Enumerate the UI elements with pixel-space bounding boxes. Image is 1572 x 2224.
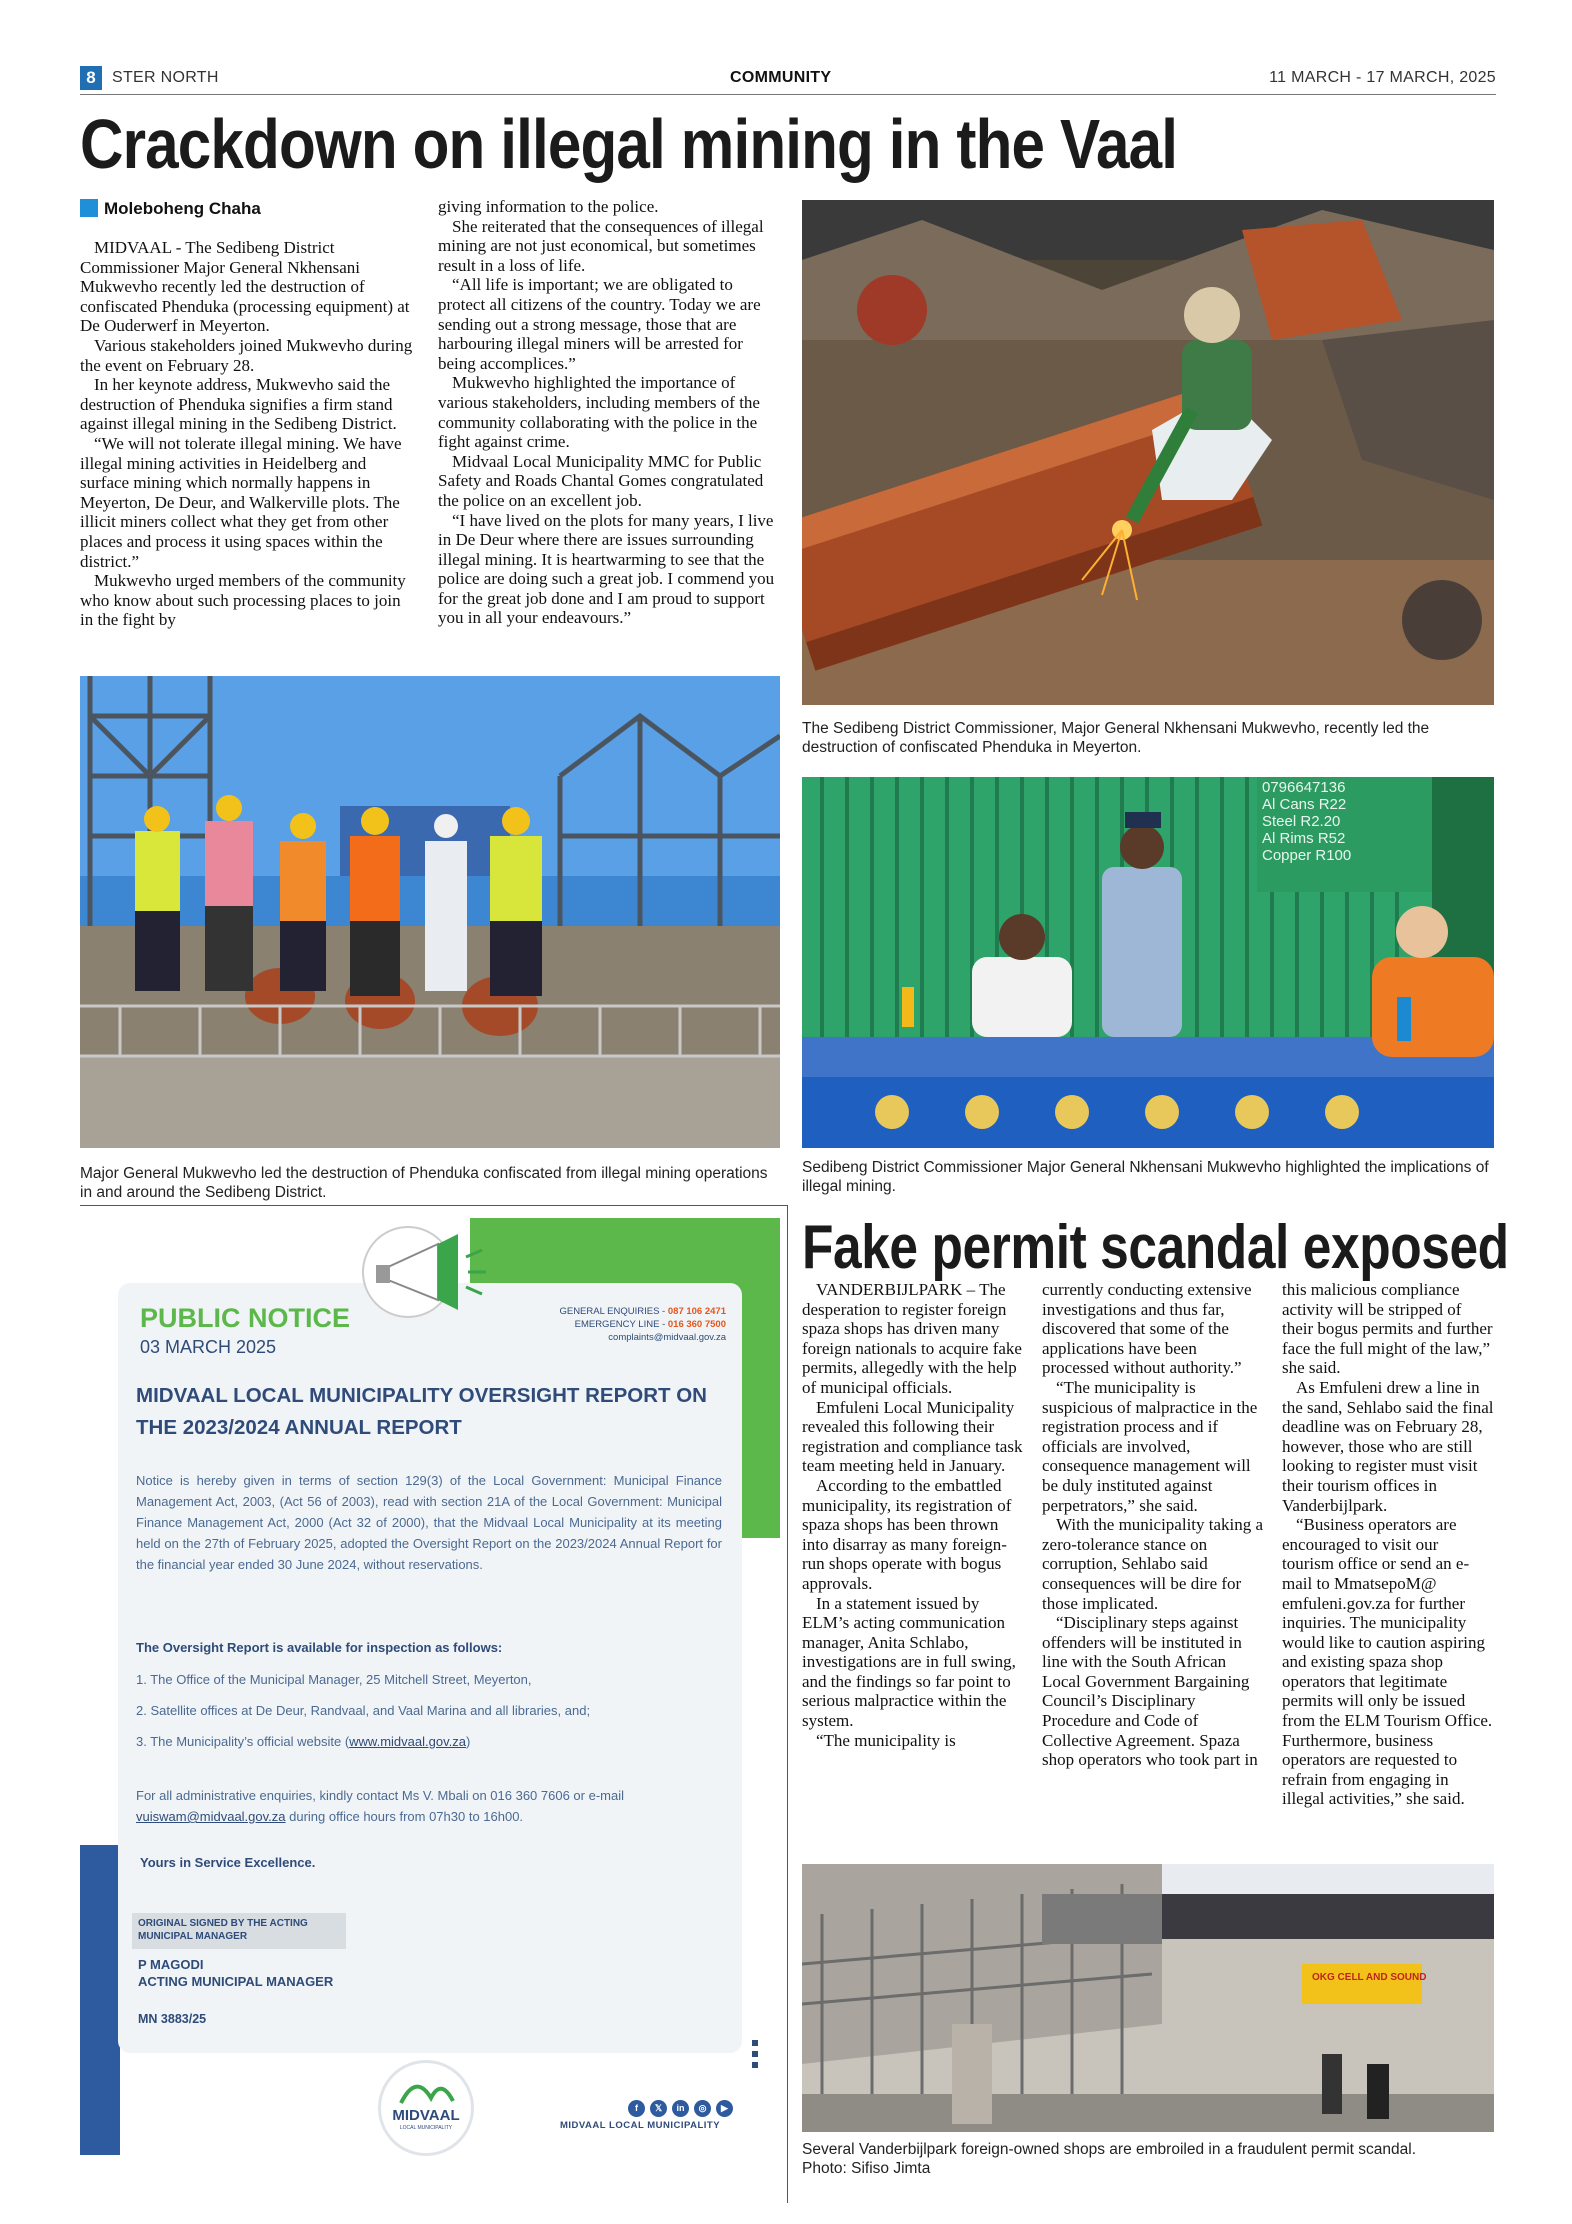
photo-commissioner-speech — [802, 777, 1494, 1148]
chalkboard-line: Al Cans R22 — [1262, 796, 1347, 813]
caption-top-right: The Sedibeng District Commissioner, Major General Nkhensani Mukwevho, recently led the destruction of confiscated Phenduka in Meyerton. — [802, 720, 1430, 756]
contact-email-link[interactable]: vuiswam@midvaal.gov.za — [136, 1809, 286, 1824]
caption-mid-right: Sedibeng District Commissioner Major General Nkhensani Mukwevho highlighted the implications of illegal mining. — [802, 1159, 1489, 1195]
chalkboard-line: Al Rims R52 — [1262, 830, 1346, 847]
photo-group-stakeholders — [80, 676, 780, 1148]
section-name: COMMUNITY — [730, 69, 832, 86]
caption-bottom-right — [802, 2140, 1494, 2178]
signer — [138, 1956, 333, 1990]
paragraph: MIDVAAL - The Sedibeng District Commissioner Major General Nkhensani Mukwevho recently led the destruction of confiscated Phenduka (processing equipment) at De Ouderwerf in Meyerton. — [80, 238, 410, 336]
enquiries-line: GENERAL ENQUIRIES - 087 106 2471 — [559, 1306, 726, 1317]
photo-vanderbijlpark-shops — [802, 1864, 1494, 2132]
paragraph: “The municipality is suspicious of malpractice in the registration process and if officials are involved, consequence management will be duly instituted against perpetrators,” she said. — [1042, 1377, 1258, 1515]
paragraph: As Emfuleni drew a line in the sand, Sehlabo said the final deadline was on February 28, however, those who are still looking to register must visit their tourism offices in Vanderbijlpark. — [1282, 1377, 1494, 1515]
paragraph: “Business operators are encouraged to visit our tourism office or send an e-mail to MmatsepoM@ emfuleni.gov.za for further inquiries. The municipality would like to caution aspiring and existing spaza shop operators that legitimate permits will only be issued from the ELM Tourism Office. Furthermore, business operators are requested to refrain from engaging in illegal activities,” she said. — [1282, 1515, 1493, 1809]
facebook-icon[interactable]: f — [628, 2100, 645, 2117]
chalkboard-line: 0796647136 — [1262, 779, 1346, 796]
header-rule — [80, 94, 1496, 95]
paragraph: In her keynote address, Mukwevho said the destruction of Phenduka signifies a firm stand against illegal mining in the Sedibeng District. — [80, 375, 397, 434]
notice-list-title: The Oversight Report is available for inspection as follows: — [136, 1640, 503, 1655]
caption-text: Several Vanderbijlpark foreign-owned shops are embroiled in a fraudulent permit scandal. — [802, 2141, 1417, 2158]
paragraph: According to the embattled municipality, its registration of spaza shops has been thrown into disarray as many foreign-run shops operate with bogus approvals. — [802, 1475, 1012, 1593]
paragraph: She reiterated that the consequences of illegal mining are not just economical, but sometimes result in a loss of life. — [438, 216, 764, 275]
notice-contact: For all administrative enquiries, kindly contact Ms V. Mbali on 016 360 7606 or e-mail vuiswam@midvaal.gov.za during office hours from 07h30 to 16h00. — [136, 1788, 624, 1824]
list-item: 3. The Municipality’s official website (www.midvaal.gov.za) — [136, 1734, 471, 1749]
byline-marker — [80, 199, 98, 217]
article1-col1 — [80, 238, 415, 630]
notice-title: PUBLIC NOTICE — [140, 1303, 351, 1333]
paragraph: “We will not tolerate illegal mining. We have illegal mining activities in Heidelberg and surface mining which normally happens in Meyerton, De Deur, and Walkerville plots. The illicit miners collect what they get from other places and process it using spaces within the district.” — [80, 433, 402, 571]
notice-date: 03 MARCH 2025 — [140, 1337, 277, 1357]
photo-cutting-phenduka — [802, 200, 1494, 705]
paragraph: “All life is important; we are obligated to protect all citizens of the country. Today we are sending out a strong message, those that are harbouring illegal miners will be arrested for being accomplices.” — [438, 275, 761, 373]
municipality-name: MIDVAAL LOCAL MUNICIPALITY — [560, 2120, 721, 2131]
article2-col2 — [1042, 1280, 1266, 1770]
byline — [80, 199, 261, 219]
megaphone-icon — [358, 1222, 488, 1322]
website-link[interactable]: www.midvaal.gov.za — [349, 1734, 466, 1749]
notice-contacts — [506, 1305, 726, 1344]
dots-icon — [752, 2040, 758, 2070]
signer-title: ACTING MUNICIPAL MANAGER — [138, 1974, 334, 1989]
paragraph: Midvaal Local Municipality MMC for Public Safety and Roads Chantal Gomes congratulated the police on an excellent job. — [438, 451, 764, 510]
x-icon[interactable]: 𝕏 — [650, 2100, 667, 2117]
paragraph: “I have lived on the plots for many years, I live in De Deur where there are issues surrounding illegal mining. It is heartwarming to see that the police are doing such a great job. I commend you for the great job done and I am proud to support you in all your endeavours.” — [438, 510, 775, 628]
photo-credit: Photo: Sifiso Jimta — [802, 2160, 931, 2177]
logo-text: MIDVAAL — [392, 2107, 460, 2124]
headline-permit: Fake permit scandal exposed — [802, 1213, 1509, 1282]
signer-name: P MAGODI — [138, 1957, 204, 1972]
emergency-line: EMERGENCY LINE - 016 360 7500 — [574, 1319, 726, 1330]
notice-navy-block — [80, 1845, 120, 2155]
chalkboard-line: Steel R2.20 — [1262, 813, 1341, 830]
paragraph: giving information to the police. — [438, 197, 659, 216]
paragraph: this malicious compliance activity will be stripped of their bogus permits and further face the full might of the law,” she said. — [1282, 1280, 1493, 1378]
instagram-icon[interactable]: ◎ — [694, 2100, 711, 2117]
shop-sign: OKG CELL AND SOUND — [1312, 1972, 1427, 1983]
complaints-email[interactable]: complaints@midvaal.gov.za — [608, 1332, 726, 1343]
paragraph: Emfuleni Local Municipality revealed this following their registration and compliance task team meeting held in January. — [802, 1397, 1023, 1476]
section-divider-vertical — [787, 1205, 788, 2203]
article2-col3 — [1282, 1280, 1494, 1809]
article2-col1 — [802, 1280, 1026, 1750]
paragraph: In a statement issued by ELM’s acting communication manager, Anita Schlabo, investigations are in full swing, and the findings so far point to serious malpractice within the system. — [802, 1593, 1016, 1731]
paragraph: Mukwevho highlighted the importance of various stakeholders, including members of the community collaborating with the police in the fight against crime. — [438, 373, 760, 452]
signed-label: ORIGINAL SIGNED BY THE ACTING MUNICIPAL MANAGER — [132, 1913, 346, 1949]
midvaal-logo — [378, 2060, 474, 2156]
notice-heading: MIDVAAL LOCAL MUNICIPALITY OVERSIGHT REPORT ON THE 2023/2024 ANNUAL REPORT — [136, 1384, 707, 1439]
issue-date: 11 MARCH - 17 MARCH, 2025 — [1269, 69, 1496, 86]
byline-name: Moleboheng Chaha — [104, 199, 261, 218]
article1-col2 — [438, 197, 778, 628]
paragraph: Various stakeholders joined Mukwevho during the event on February 28. — [80, 335, 413, 375]
linkedin-icon[interactable]: in — [672, 2100, 689, 2117]
paragraph: With the municipality taking a zero-tolerance stance on corruption, Sehlabo said consequences will be dire for those implicated. — [1042, 1515, 1264, 1613]
caption-mid-left: Major General Mukwevho led the destruction of Phenduka confiscated from illegal mining operations in and around the Sedibeng District. — [80, 1165, 768, 1201]
headline-mining: Crackdown on illegal mining in the Vaal — [80, 105, 1178, 183]
notice-reference: MN 3883/25 — [138, 2012, 207, 2026]
paragraph: “Disciplinary steps against offenders will be instituted in line with the South African Local Government Bargaining Council’s Disciplinary Procedure and Code of Collective Agreement. Spaza shop operators who took part in — [1042, 1613, 1258, 1770]
sign-off: Yours in Service Excellence. — [140, 1855, 316, 1870]
chalkboard-prices — [1262, 779, 1432, 864]
notice-body: Notice is hereby given in terms of section 129(3) of the Local Government: Municipal Finance Management Act, 2003, (Act 56 of 2003), read with section 21A of the Local Government: Municipal Finance Management Act, 2000 (Act 32 of 2000), that the Midvaal Local Municipality at its meeting held on the 27th of February 2025, adopted the Oversight Report on the 2023/2024 Annual Report for the financial year ended 30 June 2024, without reservations. — [136, 1473, 722, 1572]
section-divider-horizontal — [80, 1205, 787, 1206]
chalkboard-line: Copper R100 — [1262, 847, 1352, 864]
logo-subtext: LOCAL MUNICIPALITY — [399, 2125, 453, 2131]
paragraph: currently conducting extensive investigations and thus far, discovered that some of the applications have been processed without authority.” — [1042, 1280, 1252, 1378]
list-item: 1. The Office of the Municipal Manager, 25 Mitchell Street, Meyerton, — [136, 1672, 532, 1687]
paragraph: “The municipality is — [816, 1730, 956, 1750]
page-number: 8 — [80, 66, 102, 90]
list-item: 2. Satellite offices at De Deur, Randvaal, and Vaal Marina and all libraries, and; — [136, 1703, 591, 1718]
youtube-icon[interactable]: ▶ — [716, 2100, 733, 2117]
paragraph: VANDERBIJLPARK – The desperation to register foreign spaza shops has driven many foreign nationals to acquire fake permits, allegedly with the help of municipal officials. — [802, 1280, 1022, 1397]
notice-list — [136, 1672, 726, 1765]
publication-name: STER NORTH — [112, 69, 219, 86]
paragraph: Mukwevho urged members of the community who know about such processing places to join in the fight by — [80, 571, 406, 630]
